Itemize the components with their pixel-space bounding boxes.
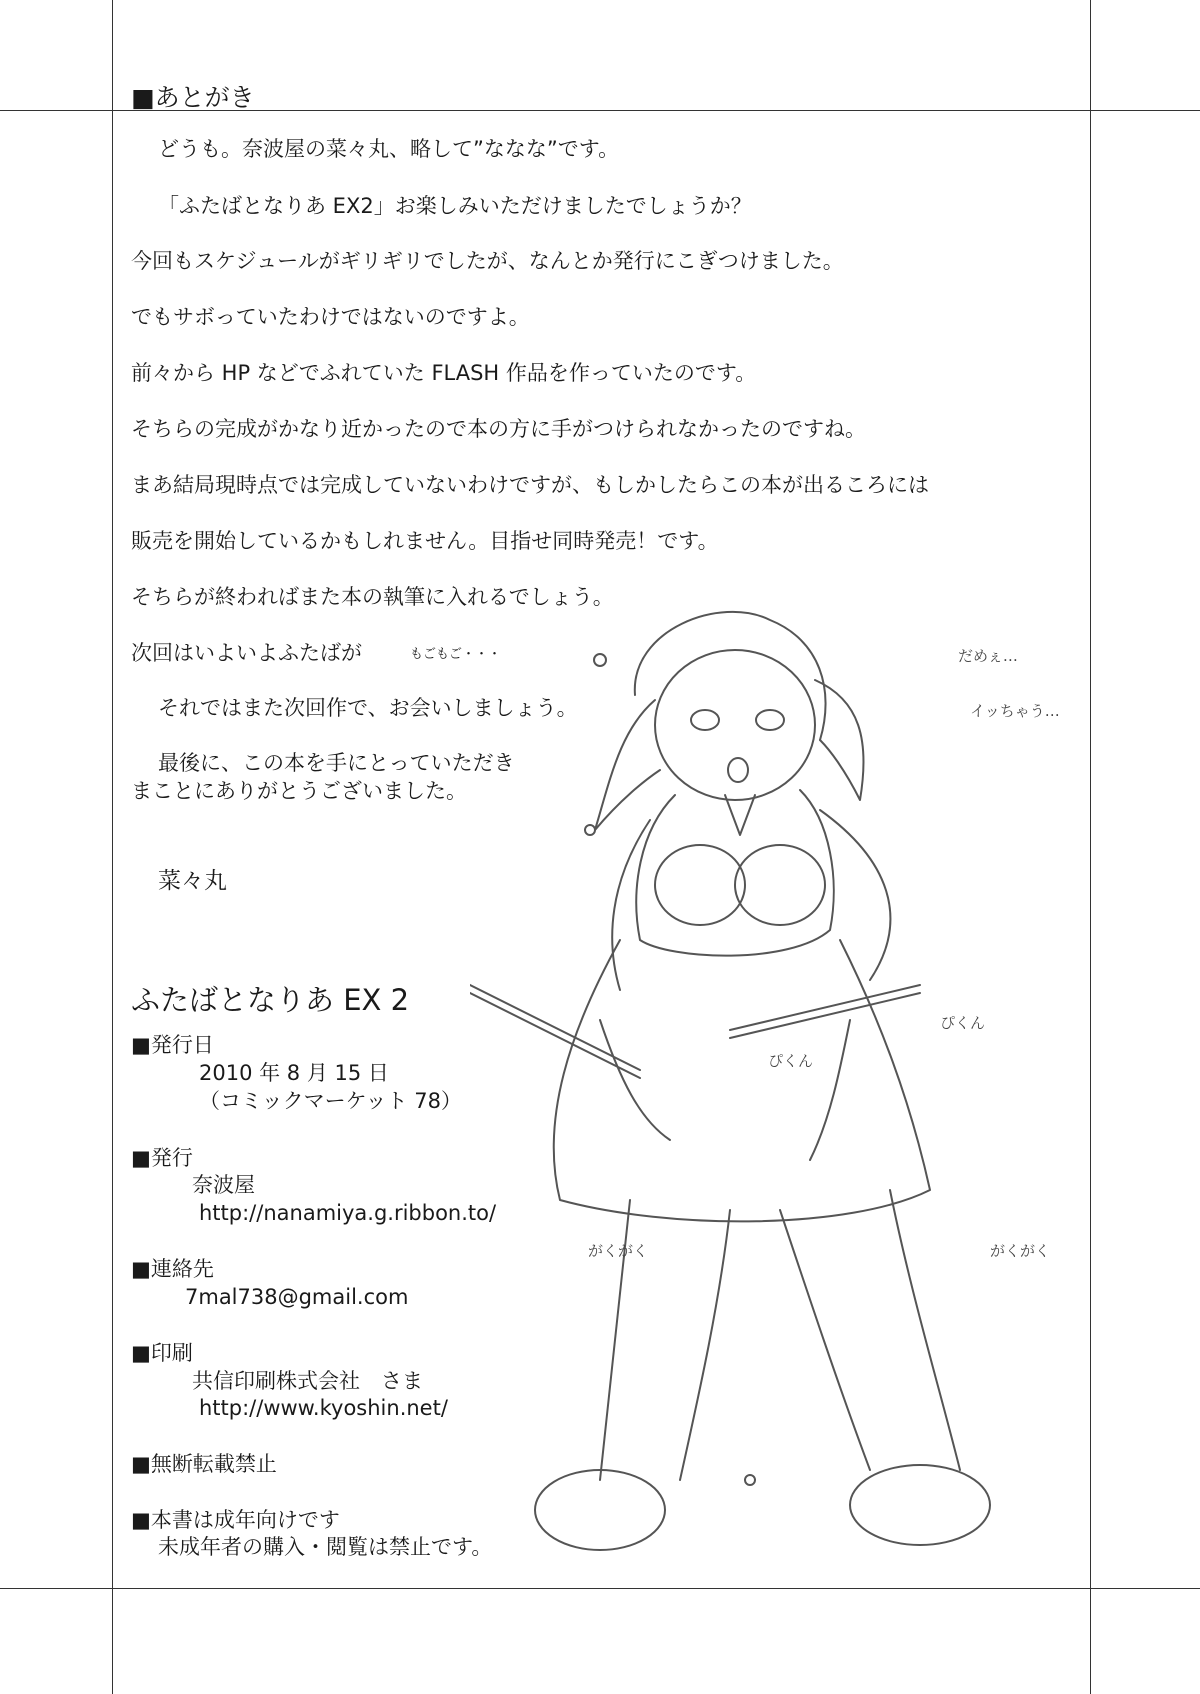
pigtail-right	[815, 680, 864, 800]
issue-date: 2010 年 8 月 15 日	[199, 1061, 389, 1085]
adult-notice-heading: ■本書は成年向けです	[131, 1508, 340, 1532]
afterword-mumble: もごもご・・・	[410, 647, 502, 662]
printer-url[interactable]: http://www.kyoshin.net/	[199, 1396, 448, 1420]
afterword-line: でもサボっていたわけではないのですよ。	[131, 305, 530, 329]
afterword-line: 次回はいよいよふたばが	[131, 641, 362, 665]
skirt-fold	[600, 1020, 670, 1140]
sfx-pikun-right: ぴくん	[940, 1014, 986, 1032]
eye-left	[691, 710, 719, 730]
leg-left-inner	[680, 1210, 730, 1480]
rope-right	[730, 985, 920, 1030]
sweat-drop	[745, 1475, 755, 1485]
issue-date-heading: ■発行日	[131, 1033, 214, 1057]
book-title: ふたばとなりあ EX 2	[131, 983, 410, 1017]
trim-line-right	[1090, 0, 1091, 1694]
event-name: （コミックマーケット 78）	[199, 1089, 462, 1113]
leg-right-outer	[890, 1190, 960, 1470]
afterword-line: まあ結局現時点では完成していないわけですが、もしかしたらこの本が出るころには	[131, 473, 929, 497]
publisher-url[interactable]: http://nanamiya.g.ribbon.to/	[199, 1201, 497, 1225]
sfx-gaku-left: がくがく	[588, 1242, 649, 1260]
head	[655, 650, 815, 800]
afterword-line: 最後に、この本を手にとっていただき	[158, 751, 515, 775]
sfx-dame: だめぇ…	[958, 647, 1018, 665]
afterword-line: 前々から HP などでふれていた FLASH 作品を作っていたのです。	[131, 361, 757, 385]
printing-heading: ■印刷	[131, 1341, 193, 1365]
afterword-line: 「ふたばとなりあ EX2」お楽しみいただけましたでしょうか？	[158, 194, 752, 218]
mouth	[728, 758, 748, 782]
afterword-line: 今回もスケジュールがギリギリでしたが、なんとか発行にこぎつけました。	[131, 249, 844, 273]
leg-right-inner	[780, 1210, 870, 1470]
skirt-fold	[810, 1020, 850, 1160]
printer-name: 共信印刷株式会社 さま	[192, 1369, 423, 1393]
contact-email[interactable]: 7mal738@gmail.com	[185, 1285, 409, 1309]
chest-right	[735, 845, 825, 925]
shoe-left	[535, 1470, 665, 1550]
chest-left	[655, 845, 745, 925]
afterword-line: どうも。奈波屋の菜々丸、略して”ななな”です。	[158, 137, 620, 161]
sfx-pikun-left: ぴくん	[768, 1052, 814, 1070]
rope-right-inner	[730, 993, 920, 1038]
adult-notice: 未成年者の購入・閲覧は禁止です。	[158, 1535, 493, 1559]
collar	[725, 795, 755, 835]
sweat-drop	[585, 825, 595, 835]
publisher-heading: ■発行	[131, 1146, 193, 1170]
hair-top	[635, 612, 826, 740]
afterword-line: それではまた次回作で、お会いしましょう。	[158, 696, 578, 720]
sweat-drop	[594, 654, 606, 666]
contact-heading: ■連絡先	[131, 1257, 214, 1281]
afterword-line: 販売を開始しているかもしれません。目指せ同時発売！です。	[131, 529, 719, 553]
afterword-line: まことにありがとうございました。	[131, 779, 467, 803]
afterword-line: そちらの完成がかなり近かったので本の方に手がつけられなかったのですね。	[131, 417, 866, 441]
no-reprint-notice: ■無断転載禁止	[131, 1452, 277, 1476]
trim-line-left	[112, 0, 113, 1694]
afterword-signature: 菜々丸	[158, 868, 227, 894]
arm-right	[820, 810, 890, 980]
skirt	[554, 940, 930, 1221]
shoe-right	[850, 1465, 990, 1545]
rope-left-inner	[470, 988, 640, 1078]
afterword-line: そちらが終わればまた本の執筆に入れるでしょう。	[131, 585, 614, 609]
eye-right	[756, 710, 784, 730]
pigtail-left	[595, 700, 660, 830]
rope-left	[470, 980, 640, 1070]
afterword-heading: ■あとがき	[131, 83, 255, 112]
sfx-gaku-right: がくがく	[990, 1242, 1051, 1260]
character-sketch	[470, 600, 1070, 1600]
sfx-iku: イッちゃう…	[970, 702, 1060, 720]
publisher-name: 奈波屋	[192, 1173, 255, 1197]
torso	[636, 790, 833, 956]
